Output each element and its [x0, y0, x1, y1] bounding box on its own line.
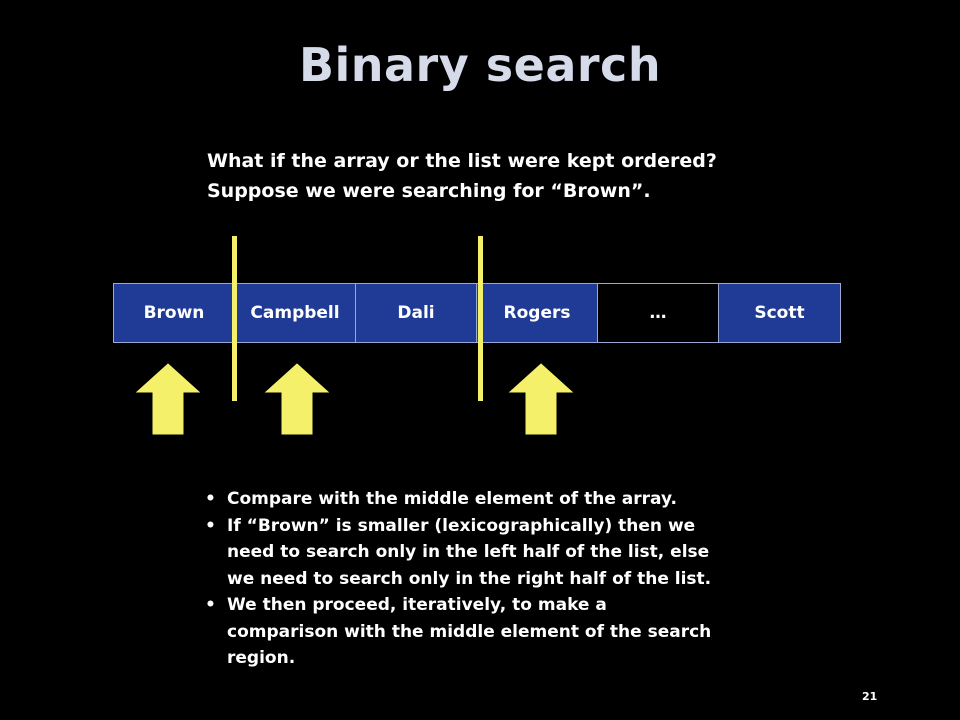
array-cell-rogers: Rogers [477, 284, 598, 342]
list-item [205, 513, 711, 593]
explanation-list [205, 486, 711, 672]
bullet-line: region. [227, 648, 296, 668]
array-cell-ellipsis: … [598, 284, 719, 342]
bullet-dot: • [205, 595, 216, 615]
bullet-line: comparison with the middle element of the search [227, 621, 712, 642]
intro-line-2: Suppose we were searching for “Brown”. [207, 180, 651, 202]
split-marker-right [478, 236, 483, 401]
intro-text [207, 146, 717, 206]
bullet-dot: • [205, 515, 216, 536]
bullet-line: we need to search only in the right half of the list. [227, 568, 712, 589]
list-item [205, 592, 711, 672]
array-cell-brown: Brown [114, 284, 235, 342]
bullet-line: Compare with the middle element of the array. [227, 489, 677, 509]
up-arrow-icon [135, 362, 201, 436]
array-cell-campbell: Campbell [235, 284, 356, 342]
bullet-dot: • [205, 489, 216, 509]
array-cell-scott: Scott [719, 284, 840, 342]
list-item [205, 486, 711, 513]
intro-line-1: What if the array or the list were kept ordered? [207, 150, 717, 172]
sorted-array [113, 283, 841, 343]
bullet-line: We then proceed, iteratively, to make a [227, 595, 607, 615]
page-number: 21 [862, 690, 878, 703]
array-cell-dali: Dali [356, 284, 477, 342]
bullet-line: If “Brown” is smaller (lexicographically) then we [227, 515, 696, 536]
slide-title: Binary search [298, 38, 662, 92]
up-arrow-icon [508, 362, 574, 436]
split-marker-left [232, 236, 237, 401]
bullet-line: need to search only in the left half of the list, else [227, 542, 710, 562]
up-arrow-icon [264, 362, 330, 436]
